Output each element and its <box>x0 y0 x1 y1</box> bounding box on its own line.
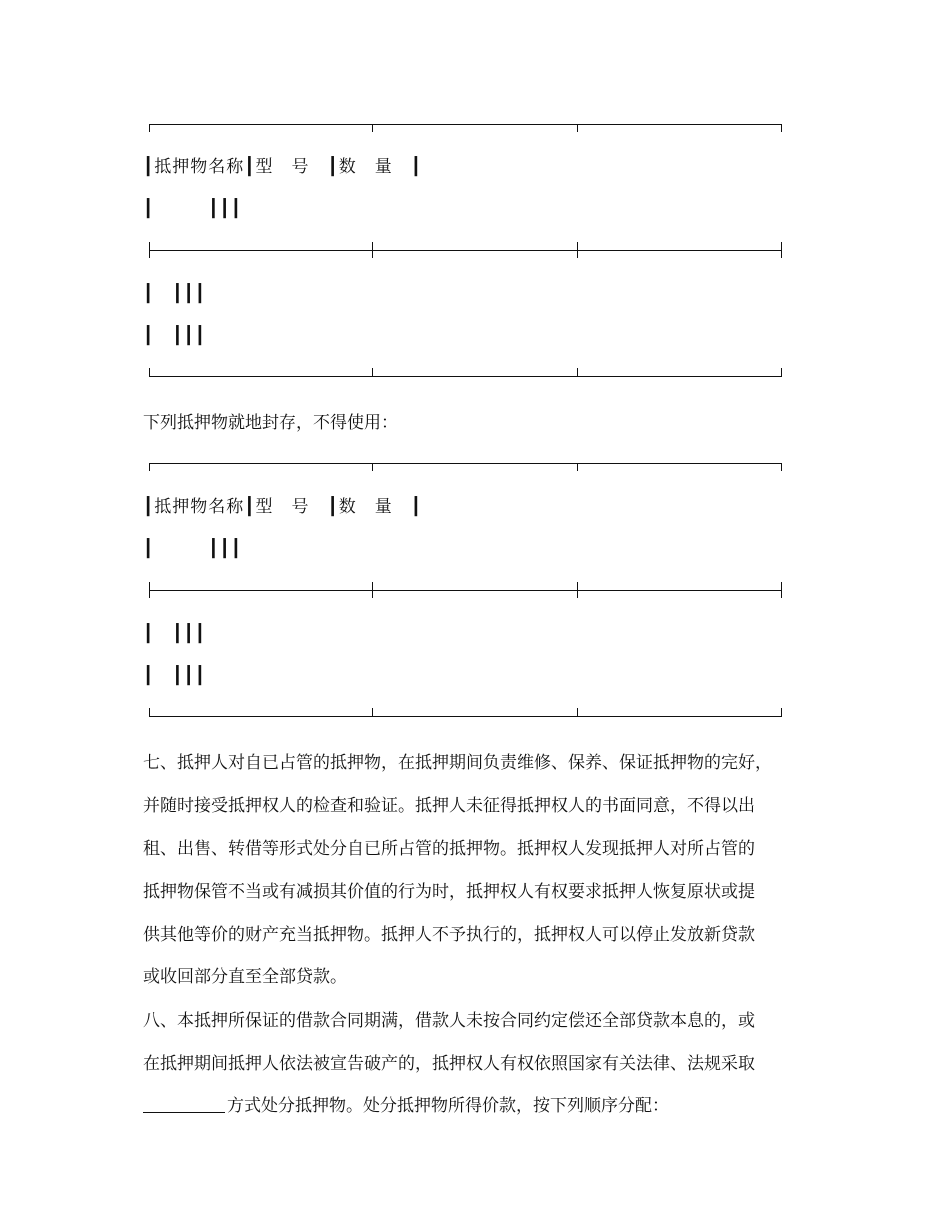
clause-line: 租、出售、转借等形式处分自已所占管的抵押物。抵押权人发现抵押人对所占管的 <box>143 839 755 859</box>
table-row: ┃ ┃┃┃ <box>143 326 206 346</box>
table-tick <box>577 242 578 258</box>
table-row: ┃ ┃┃┃ <box>143 199 242 219</box>
clause-line: 并随时接受抵押权人的检查和验证。抵押人未征得抵押权人的书面同意，不得以出 <box>143 796 755 816</box>
table-header-row: ┃抵押物名称┃型 号 ┃数 量 ┃ <box>143 497 422 517</box>
table-corner <box>149 124 150 132</box>
clause-line: 供其他等价的财产充当抵押物。抵押人不予执行的，抵押权人可以停止发放新贷款 <box>143 925 755 945</box>
table-tick <box>372 242 373 258</box>
table-row: ┃ ┃┃┃ <box>143 284 206 304</box>
table-bottom-border <box>149 716 782 717</box>
table-tick <box>372 708 373 716</box>
table-tick <box>372 582 373 598</box>
table-top-border <box>149 463 782 464</box>
table-middle-border <box>149 590 782 591</box>
clause-line-text: 方式处分抵押物。处分抵押物所得价款，按下列顺序分配： <box>227 1096 669 1116</box>
table-top-border <box>149 124 782 125</box>
clause-line: 七、抵押人对自已占管的抵押物，在抵押期间负责维修、保养、保证抵押物的完好， <box>143 753 772 773</box>
table-tick <box>781 242 782 258</box>
table-tick <box>577 582 578 598</box>
table-row: ┃ ┃┃┃ <box>143 666 206 686</box>
table-tick <box>149 242 150 258</box>
table-tick <box>577 708 578 716</box>
table-bottom-border <box>149 376 782 377</box>
clause-line-with-blank <box>143 1096 669 1116</box>
table-corner <box>149 463 150 471</box>
clause-line: 八、本抵押所保证的借款合同期满，借款人未按合同约定偿还全部贷款本息的，或 <box>143 1011 755 1031</box>
clause-line: 抵押物保管不当或有减损其价值的行为时，抵押权人有权要求抵押人恢复原状或提 <box>143 882 755 902</box>
table-row: ┃ ┃┃┃ <box>143 539 242 559</box>
table-tick <box>577 124 578 132</box>
table-corner <box>781 708 782 716</box>
sealed-collateral-heading: 下列抵押物就地封存，不得使用： <box>143 413 398 433</box>
table-tick <box>577 463 578 471</box>
clause-line: 在抵押期间抵押人依法被宣告破产的，抵押权人有权依照国家有关法律、法规采取 <box>143 1054 755 1074</box>
table-corner <box>149 368 150 376</box>
table-corner <box>781 463 782 471</box>
table-corner <box>781 124 782 132</box>
clause-line: 或收回部分直至全部贷款。 <box>143 967 347 987</box>
table-tick <box>781 582 782 598</box>
table-tick <box>372 463 373 471</box>
table-header-row: ┃抵押物名称┃型 号 ┃数 量 ┃ <box>143 157 422 177</box>
table-corner <box>149 708 150 716</box>
table-middle-border <box>149 250 782 251</box>
table-tick <box>577 368 578 376</box>
table-row: ┃ ┃┃┃ <box>143 624 206 644</box>
table-tick <box>372 368 373 376</box>
table-tick <box>372 124 373 132</box>
table-corner <box>781 368 782 376</box>
fill-in-blank[interactable] <box>143 1096 225 1113</box>
table-tick <box>149 582 150 598</box>
